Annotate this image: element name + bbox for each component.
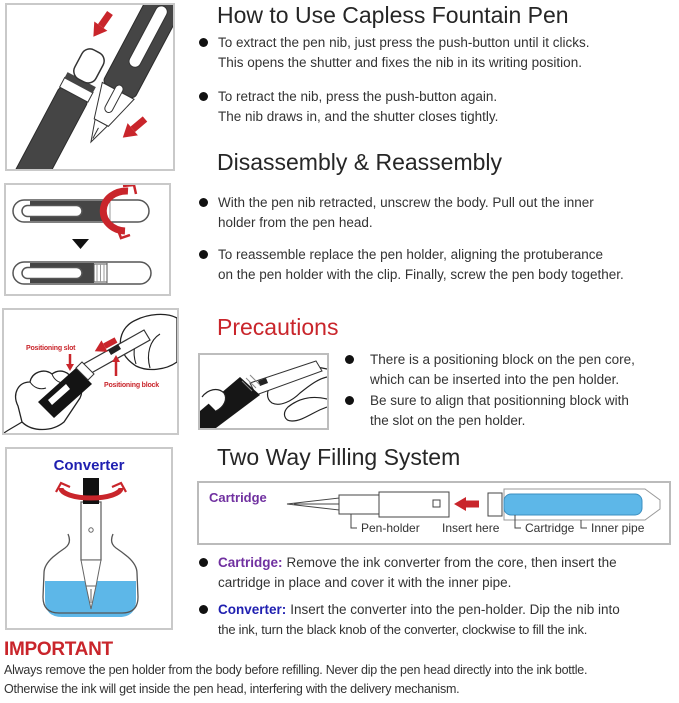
bullet-line: the slot on the pen holder. — [370, 413, 526, 428]
bullet-line: on the pen holder with the clip. Finally, screw the pen body together. — [218, 267, 624, 282]
extract-retract-illustration — [5, 3, 175, 171]
bullet-line: cartridge in place and cover it with the inner pipe. — [218, 575, 512, 590]
nib — [287, 498, 339, 510]
inner-pipe-label: Inner pipe — [591, 521, 645, 535]
precautions-illustration — [198, 353, 329, 430]
bullet-text: Insert the converter into the pen-holder. Dip the nib into — [290, 602, 620, 617]
unscrew-drawing — [6, 185, 169, 294]
pen-rear — [13, 44, 111, 169]
important-line: Otherwise the ink will get inside the pen head, interfering with the delivery mechanism. — [4, 682, 460, 696]
converter-bullet — [218, 600, 620, 640]
important-line: Always remove the pen holder from the body before refilling. Never dip the pen head directly into the ink bottle. — [4, 663, 588, 677]
pen-assembled — [13, 200, 149, 222]
cartridge-label: Cartridge — [525, 521, 575, 535]
bullet-icon — [199, 92, 208, 101]
cartridge-shape — [504, 494, 642, 515]
converter-box-title: Converter — [53, 457, 125, 474]
precautions-title: Precautions — [217, 314, 339, 340]
bullet-line: Be sure to align that positionning block with — [370, 393, 629, 408]
bullet-line: The nib draws in, and the shutter closes tightly. — [218, 109, 499, 124]
converter-illustration — [5, 447, 173, 630]
bullet-line: This opens the shutter and fixes the nib in its writing position. — [218, 55, 582, 70]
cartridge-lead: Cartridge: — [218, 555, 283, 570]
retract-arrow-icon — [118, 113, 150, 144]
cartridge-cap — [488, 493, 502, 516]
bullet-line: To retract the nib, press the push-button again. — [218, 89, 498, 104]
bullet-text: Remove the ink converter from the core, then insert the — [286, 555, 617, 570]
positioning-block-label: Positioning block — [104, 382, 159, 389]
bullet-icon — [199, 38, 208, 47]
extract-retract-drawing — [7, 5, 173, 169]
disassembly-title: Disassembly & Reassembly — [217, 149, 503, 175]
bullet-line: which can be inserted into the pen holder. — [370, 372, 620, 387]
pen-holder-label: Pen-holder — [361, 521, 420, 535]
howto-title: How to Use Capless Fountain Pen — [217, 2, 569, 28]
bullet-line: To reassemble replace the pen holder, aligning the protuberance — [218, 247, 604, 262]
howto-bullet-2 — [218, 87, 498, 127]
cartridge-diagram-drawing — [199, 483, 669, 543]
precautions-bullet-2 — [370, 391, 629, 431]
disassembly-bullet-1 — [218, 193, 594, 233]
pen-holder-shape — [339, 495, 379, 514]
bullet-line — [218, 553, 617, 573]
bullet-line: the ink, turn the black knob of the converter, clockwise to fill the ink. — [218, 622, 588, 637]
insert-here-label: Insert here — [442, 521, 500, 535]
down-arrow-icon — [72, 239, 89, 249]
disassembly-bullet-2 — [218, 245, 624, 285]
bullet-line: To extract the pen nib, just press the push-button until it clicks. — [218, 35, 590, 50]
important-title: IMPORTANT — [4, 639, 113, 660]
press-arrow-icon — [87, 8, 117, 41]
positioning-illustration — [2, 308, 179, 435]
bullet-line — [218, 600, 620, 620]
bullet-icon — [199, 198, 208, 207]
label-connector — [351, 514, 357, 528]
bullet-icon — [345, 396, 354, 405]
bullet-line: With the pen nib retracted, unscrew the body. Pull out the inner — [218, 195, 594, 210]
converter-lead: Converter: — [218, 602, 287, 617]
positioning-slot-label: Positioning slot — [26, 345, 76, 352]
converter-drawing — [7, 476, 171, 627]
cartridge-diagram — [197, 481, 671, 545]
cartridge-diagram-label: Cartridge — [209, 490, 267, 505]
bullet-icon — [199, 250, 208, 259]
label-connector — [581, 520, 587, 528]
howto-bullet-1 — [218, 33, 589, 73]
unscrew-illustration — [4, 183, 171, 296]
positioning-drawing — [4, 310, 177, 433]
twoway-title: Two Way Filling System — [217, 444, 461, 470]
bullet-icon — [345, 355, 354, 364]
bullet-line: holder from the pen head. — [218, 215, 373, 230]
slot-pointer-icon — [66, 354, 74, 371]
insert-arrow-icon — [454, 497, 479, 511]
precautions-bullet-1 — [370, 350, 635, 390]
pen-unscrewed — [13, 262, 151, 284]
core-hole — [433, 500, 440, 507]
bullet-icon — [199, 558, 208, 567]
cartridge-bullet — [218, 553, 617, 593]
bullet-line: There is a positioning block on the pen core, — [370, 352, 635, 367]
precautions-drawing — [200, 355, 327, 428]
bullet-icon — [199, 605, 208, 614]
